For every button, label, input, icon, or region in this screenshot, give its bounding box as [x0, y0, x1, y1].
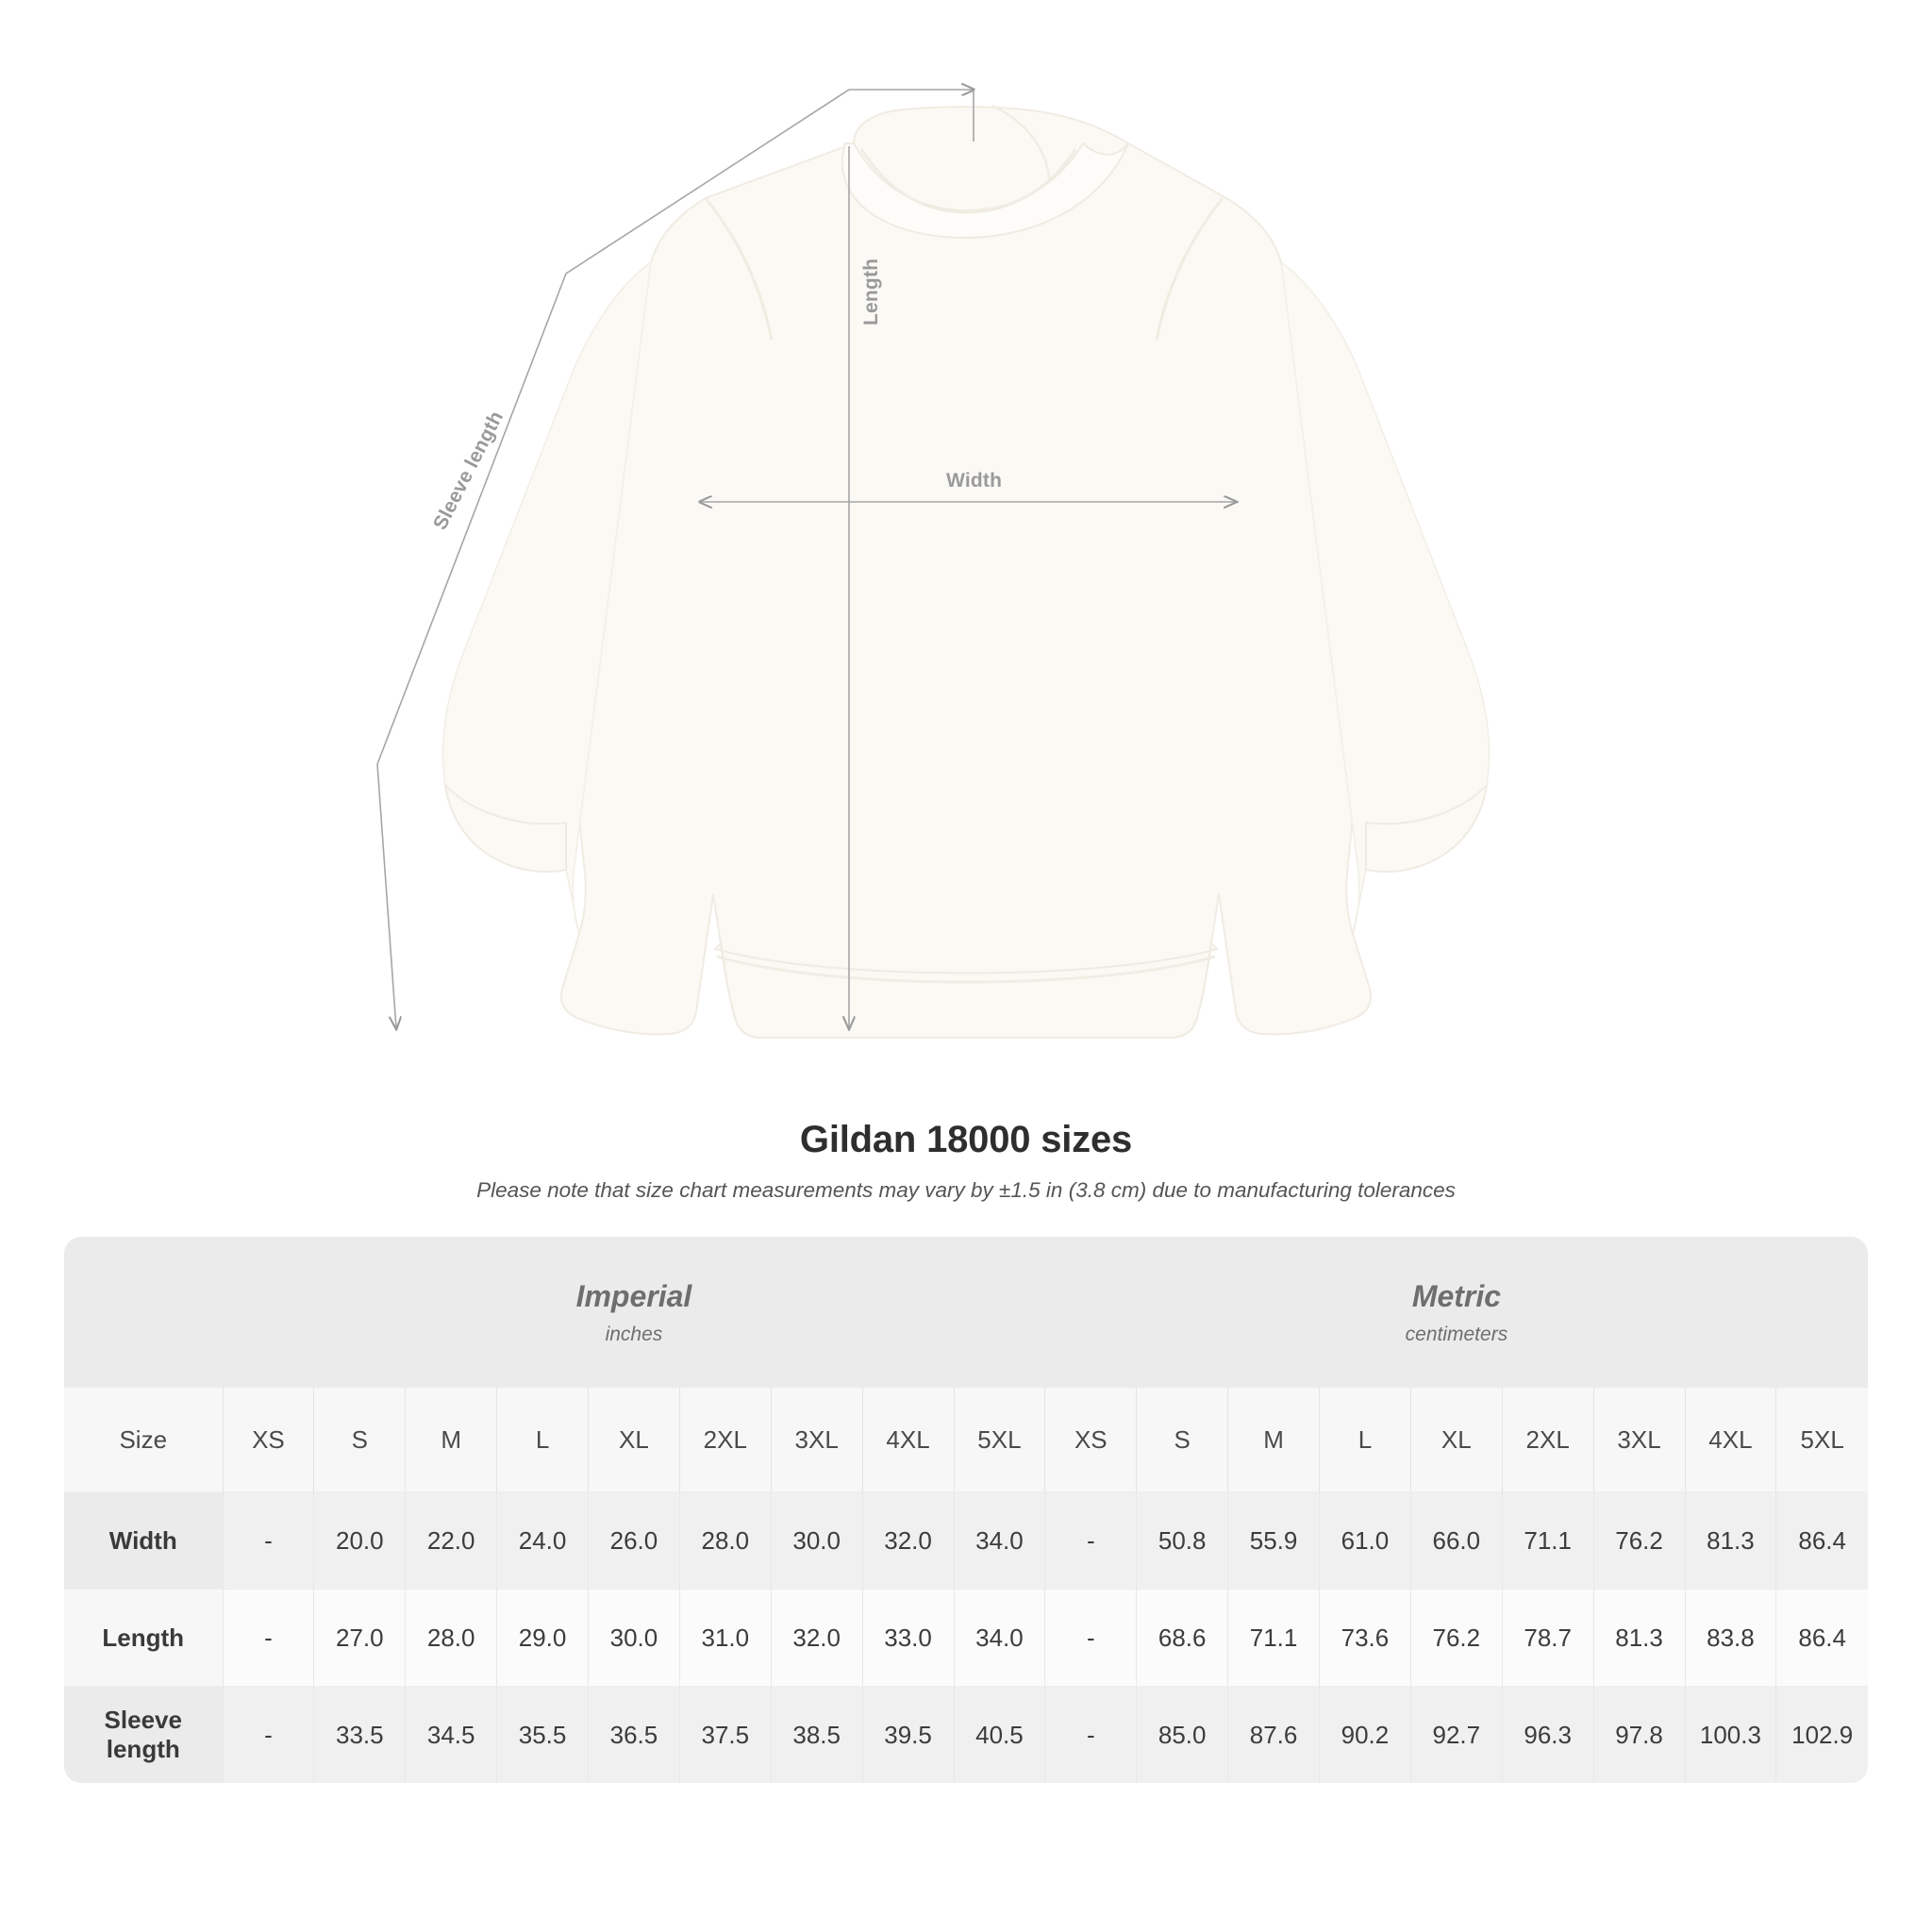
width-imperial-xs: -	[223, 1492, 314, 1590]
length-imperial-2xl: 31.0	[679, 1590, 771, 1687]
unit-spacer-cell	[64, 1237, 223, 1388]
row-label-length: Length	[64, 1590, 223, 1687]
sleeve-metric-xl: 92.7	[1410, 1687, 1502, 1784]
length-imperial-xs: -	[223, 1590, 314, 1687]
unit-group-metric-name: Metric	[1411, 1278, 1502, 1313]
size-header-imperial-xl: XL	[589, 1388, 680, 1492]
table-row	[64, 1590, 1868, 1687]
length-imperial-m: 28.0	[406, 1590, 497, 1687]
width-imperial-3xl: 30.0	[771, 1492, 862, 1590]
length-imperial-xl: 30.0	[589, 1590, 680, 1687]
width-metric-xl: 66.0	[1410, 1492, 1502, 1590]
sleeve-metric-4xl: 100.3	[1685, 1687, 1776, 1784]
sleeve-metric-l: 90.2	[1320, 1687, 1411, 1784]
table-row	[64, 1687, 1868, 1784]
sweatshirt-shape	[442, 106, 1489, 1038]
length-imperial-s: 27.0	[314, 1590, 406, 1687]
width-metric-s: 50.8	[1137, 1492, 1228, 1590]
length-metric-s: 68.6	[1137, 1590, 1228, 1687]
tolerance-note: Please note that size chart measurements may vary by ±1.5 in (3.8 cm) due to manufacturing tolerances	[476, 1178, 1456, 1202]
width-metric-xs: -	[1045, 1492, 1137, 1590]
size-header-metric-s: S	[1137, 1388, 1228, 1492]
width-metric-3xl: 76.2	[1593, 1492, 1685, 1590]
size-header-metric-4xl: 4XL	[1685, 1388, 1776, 1492]
width-metric-2xl: 71.1	[1502, 1492, 1593, 1590]
size-header-imperial-s: S	[314, 1388, 406, 1492]
sleeve-metric-2xl: 96.3	[1502, 1687, 1593, 1784]
width-imperial-m: 22.0	[406, 1492, 497, 1590]
size-header-row	[64, 1388, 1868, 1492]
width-metric-4xl: 81.3	[1685, 1492, 1776, 1590]
size-header-metric-xs: XS	[1045, 1388, 1137, 1492]
length-metric-2xl: 78.7	[1502, 1590, 1593, 1687]
length-metric-xl: 76.2	[1410, 1590, 1502, 1687]
sleeve-imperial-4xl: 39.5	[862, 1687, 954, 1784]
length-imperial-5xl: 34.0	[954, 1590, 1045, 1687]
length-metric-m: 71.1	[1228, 1590, 1320, 1687]
sleeve-length-label: Sleeve length	[429, 408, 508, 534]
size-table-wrapper	[64, 1237, 1868, 1783]
sleeve-imperial-s: 33.5	[314, 1687, 406, 1784]
size-header-metric-3xl: 3XL	[1593, 1388, 1685, 1492]
sleeve-imperial-xl: 36.5	[589, 1687, 680, 1784]
sleeve-metric-m: 87.6	[1228, 1687, 1320, 1784]
size-header-metric-l: L	[1320, 1388, 1411, 1492]
size-header-imperial-2xl: 2XL	[679, 1388, 771, 1492]
sleeve-imperial-5xl: 40.5	[954, 1687, 1045, 1784]
width-metric-5xl: 86.4	[1776, 1492, 1868, 1590]
width-metric-m: 55.9	[1228, 1492, 1320, 1590]
width-imperial-l: 24.0	[497, 1492, 589, 1590]
page-title: Gildan 18000 sizes	[799, 1119, 1133, 1160]
row-label-width: Width	[64, 1492, 223, 1590]
length-imperial-l: 29.0	[497, 1590, 589, 1687]
width-imperial-xl: 26.0	[589, 1492, 680, 1590]
sleeve-imperial-2xl: 37.5	[679, 1687, 771, 1784]
length-metric-xs: -	[1045, 1590, 1137, 1687]
width-metric-l: 61.0	[1320, 1492, 1411, 1590]
size-header-metric-5xl: 5XL	[1776, 1388, 1868, 1492]
size-header-metric-xl: XL	[1410, 1388, 1502, 1492]
size-header-imperial-xs: XS	[223, 1388, 314, 1492]
length-metric-3xl: 81.3	[1593, 1590, 1685, 1687]
size-table	[64, 1237, 1868, 1783]
width-label: Width	[946, 470, 1003, 491]
size-header-imperial-m: M	[406, 1388, 497, 1492]
size-header-imperial-3xl: 3XL	[771, 1388, 862, 1492]
size-header-imperial-4xl: 4XL	[862, 1388, 954, 1492]
width-imperial-4xl: 32.0	[862, 1492, 954, 1590]
length-imperial-4xl: 33.0	[862, 1590, 954, 1687]
unit-group-imperial-sub: inches	[605, 1323, 663, 1345]
length-metric-l: 73.6	[1320, 1590, 1411, 1687]
width-imperial-s: 20.0	[314, 1492, 406, 1590]
unit-group-imperial	[223, 1237, 1045, 1388]
length-metric-4xl: 83.8	[1685, 1590, 1776, 1687]
size-header-imperial-l: L	[497, 1388, 589, 1492]
sleeve-imperial-m: 34.5	[406, 1687, 497, 1784]
unit-group-imperial-name: Imperial	[575, 1278, 692, 1313]
row-label-sleeve-length: Sleeve length	[64, 1687, 223, 1784]
sleeve-metric-xs: -	[1045, 1687, 1137, 1784]
length-label: Length	[860, 258, 882, 325]
sleeve-metric-s: 85.0	[1137, 1687, 1228, 1784]
size-header-imperial-5xl: 5XL	[954, 1388, 1045, 1492]
width-imperial-2xl: 28.0	[679, 1492, 771, 1590]
sleeve-metric-5xl: 102.9	[1776, 1687, 1868, 1784]
length-imperial-3xl: 32.0	[771, 1590, 862, 1687]
title-block	[0, 1119, 1932, 1203]
size-header-metric-m: M	[1228, 1388, 1320, 1492]
sleeve-imperial-xs: -	[223, 1687, 314, 1784]
sleeve-metric-3xl: 97.8	[1593, 1687, 1685, 1784]
unit-group-metric	[1045, 1237, 1868, 1388]
size-header-label: Size	[64, 1388, 223, 1492]
unit-header-row	[64, 1237, 1868, 1388]
sleeve-imperial-l: 35.5	[497, 1687, 589, 1784]
width-imperial-5xl: 34.0	[954, 1492, 1045, 1590]
sleeve-imperial-3xl: 38.5	[771, 1687, 862, 1784]
length-metric-5xl: 86.4	[1776, 1590, 1868, 1687]
size-header-metric-2xl: 2XL	[1502, 1388, 1593, 1492]
unit-group-metric-sub: centimeters	[1405, 1323, 1508, 1345]
table-row	[64, 1492, 1868, 1590]
